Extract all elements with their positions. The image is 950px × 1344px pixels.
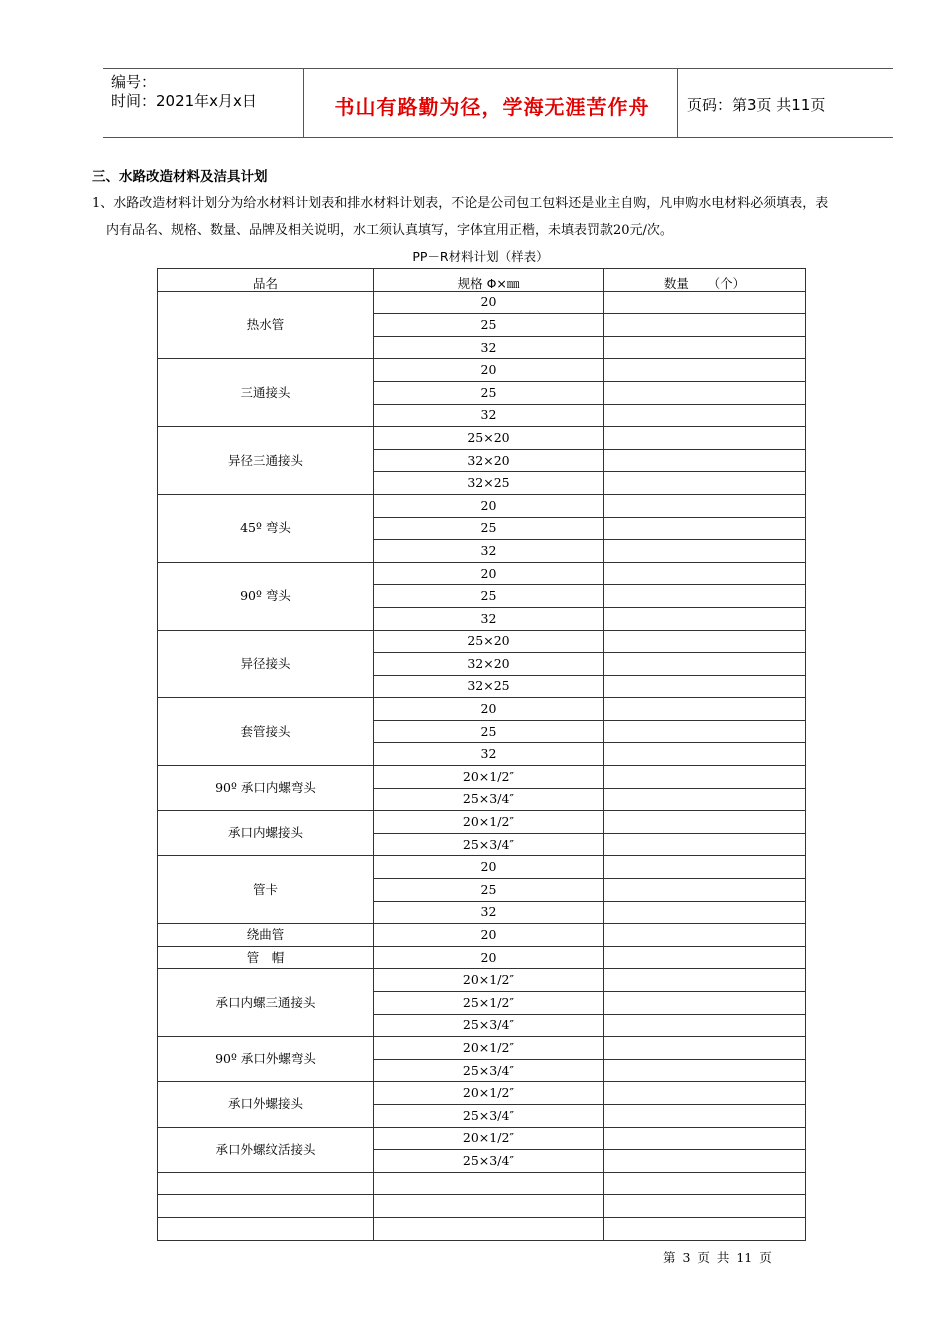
- spec-cell: 25×20: [374, 427, 604, 450]
- table-row: [158, 630, 806, 653]
- table-row: [158, 698, 806, 721]
- quantity-cell[interactable]: [604, 946, 806, 969]
- spec-cell: 32: [374, 607, 604, 630]
- quantity-cell[interactable]: [604, 1014, 806, 1037]
- page-header: [103, 68, 893, 138]
- item-name-cell: 三通接头: [158, 359, 374, 427]
- blank-cell[interactable]: [604, 1172, 806, 1195]
- quantity-cell[interactable]: [604, 698, 806, 721]
- spec-cell: 25: [374, 879, 604, 902]
- quantity-cell[interactable]: [604, 472, 806, 495]
- quantity-cell[interactable]: [604, 314, 806, 337]
- section-paragraph: [92, 190, 907, 244]
- item-name-cell: 承口外螺接头: [158, 1082, 374, 1127]
- spec-cell: 25: [374, 517, 604, 540]
- spec-cell: 25×3/4″: [374, 1014, 604, 1037]
- item-name-cell: 套管接头: [158, 698, 374, 766]
- spec-cell: 32×25: [374, 472, 604, 495]
- spec-cell: 20×1/2″: [374, 1127, 604, 1150]
- item-name-cell: 管 帽: [158, 946, 374, 969]
- header-divider: [303, 69, 304, 137]
- blank-cell[interactable]: [374, 1217, 604, 1240]
- quantity-cell[interactable]: [604, 427, 806, 450]
- table-row: [158, 969, 806, 992]
- quantity-cell[interactable]: [604, 924, 806, 947]
- quantity-cell[interactable]: [604, 517, 806, 540]
- quantity-cell[interactable]: [604, 449, 806, 472]
- quantity-cell[interactable]: [604, 494, 806, 517]
- spec-cell: 32: [374, 404, 604, 427]
- table-row: [158, 1037, 806, 1060]
- quantity-cell[interactable]: [604, 404, 806, 427]
- spec-cell: 20×1/2″: [374, 766, 604, 789]
- spec-cell: 25: [374, 585, 604, 608]
- quantity-cell[interactable]: [604, 833, 806, 856]
- quantity-cell[interactable]: [604, 720, 806, 743]
- page-footer: 第 3 页 共 11 页: [663, 1250, 772, 1265]
- spec-cell: 20: [374, 562, 604, 585]
- header-divider: [677, 69, 678, 137]
- table-row: [158, 856, 806, 879]
- quantity-cell[interactable]: [604, 992, 806, 1015]
- table-row: [158, 811, 806, 834]
- spec-cell: 25: [374, 381, 604, 404]
- quantity-cell[interactable]: [604, 1150, 806, 1173]
- item-name-cell: 异径接头: [158, 630, 374, 698]
- quantity-cell[interactable]: [604, 653, 806, 676]
- table-header-row: [158, 269, 806, 292]
- header-page-code: 页码：第3页 共11页: [687, 96, 826, 114]
- quantity-cell[interactable]: [604, 766, 806, 789]
- spec-cell: 20: [374, 698, 604, 721]
- item-name-cell: 承口内螺接头: [158, 811, 374, 856]
- date-label: 时间：2021年x月x日: [111, 92, 257, 110]
- spec-cell: 20×1/2″: [374, 1082, 604, 1105]
- paragraph-line: 内有品名、规格、数量、品牌及相关说明，水工须认真填写，字体宜用正楷，未填表罚款20元/次。: [106, 223, 673, 238]
- table-row: [158, 924, 806, 947]
- spec-cell: 32×20: [374, 449, 604, 472]
- spec-cell: 25×3/4″: [374, 1059, 604, 1082]
- spec-cell: 20: [374, 856, 604, 879]
- header-cell-spec: 规格 Φ×㎜: [374, 269, 604, 292]
- item-name-cell: 90º 承口外螺弯头: [158, 1037, 374, 1082]
- spec-cell: 25×1/2″: [374, 992, 604, 1015]
- item-name-cell: 45º 弯头: [158, 494, 374, 562]
- blank-row: [158, 1195, 806, 1218]
- paragraph-line: 1、水路改造材料计划分为给水材料计划表和排水材料计划表，不论是公司包工包料还是业主自购，凡申购水电材料必须填表，表: [92, 196, 829, 211]
- spec-cell: 25×3/4″: [374, 788, 604, 811]
- quantity-cell[interactable]: [604, 540, 806, 563]
- quantity-cell[interactable]: [604, 291, 806, 314]
- spec-cell: 20: [374, 924, 604, 947]
- quantity-cell[interactable]: [604, 336, 806, 359]
- item-name-cell: 承口内螺三通接头: [158, 969, 374, 1037]
- blank-cell[interactable]: [604, 1217, 806, 1240]
- header-cell-qty: 数量 （个）: [604, 269, 806, 292]
- table-row: [158, 766, 806, 789]
- material-plan-table: [157, 268, 806, 1241]
- blank-cell[interactable]: [158, 1172, 374, 1195]
- header-cell-name: 品名: [158, 269, 374, 292]
- blank-cell[interactable]: [374, 1195, 604, 1218]
- quantity-cell[interactable]: [604, 879, 806, 902]
- quantity-cell[interactable]: [604, 1059, 806, 1082]
- spec-cell: 32: [374, 901, 604, 924]
- header-motto: 书山有路勤为径，学海无涯苦作舟: [334, 95, 650, 119]
- quantity-cell[interactable]: [604, 788, 806, 811]
- table-row: [158, 359, 806, 382]
- table-row: [158, 1127, 806, 1150]
- table-row: [158, 1082, 806, 1105]
- spec-cell: 32×25: [374, 675, 604, 698]
- quantity-cell[interactable]: [604, 743, 806, 766]
- spec-cell: 25×3/4″: [374, 1150, 604, 1173]
- section-title: 三、水路改造材料及洁具计划: [92, 169, 268, 185]
- item-name-cell: 90º 弯头: [158, 562, 374, 630]
- spec-cell: 20: [374, 946, 604, 969]
- spec-cell: 20: [374, 291, 604, 314]
- table-caption: PP－R材料计划（样表）: [412, 249, 549, 264]
- spec-cell: 20×1/2″: [374, 811, 604, 834]
- number-label: 编号：: [111, 73, 157, 91]
- quantity-cell[interactable]: [604, 675, 806, 698]
- spec-cell: 32: [374, 540, 604, 563]
- spec-cell: 20×1/2″: [374, 1037, 604, 1060]
- blank-row: [158, 1172, 806, 1195]
- spec-cell: 25: [374, 720, 604, 743]
- quantity-cell[interactable]: [604, 901, 806, 924]
- quantity-cell[interactable]: [604, 811, 806, 834]
- quantity-cell[interactable]: [604, 607, 806, 630]
- quantity-cell[interactable]: [604, 1104, 806, 1127]
- spec-cell: 25×3/4″: [374, 1104, 604, 1127]
- spec-cell: 32: [374, 743, 604, 766]
- item-name-cell: 管卡: [158, 856, 374, 924]
- quantity-cell[interactable]: [604, 856, 806, 879]
- item-name-cell: 承口外螺纹活接头: [158, 1127, 374, 1172]
- spec-cell: 25: [374, 314, 604, 337]
- quantity-cell[interactable]: [604, 630, 806, 653]
- blank-cell[interactable]: [158, 1195, 374, 1218]
- table-row: [158, 291, 806, 314]
- blank-cell[interactable]: [374, 1172, 604, 1195]
- header-meta: [111, 73, 257, 111]
- item-name-cell: 热水管: [158, 291, 374, 359]
- item-name-cell: 异径三通接头: [158, 427, 374, 495]
- quantity-cell[interactable]: [604, 1037, 806, 1060]
- item-name-cell: 绕曲管: [158, 924, 374, 947]
- spec-cell: 20: [374, 359, 604, 382]
- spec-cell: 32×20: [374, 653, 604, 676]
- blank-row: [158, 1217, 806, 1240]
- item-name-cell: 90º 承口内螺弯头: [158, 766, 374, 811]
- table-row: [158, 427, 806, 450]
- spec-cell: 20×1/2″: [374, 969, 604, 992]
- quantity-cell[interactable]: [604, 359, 806, 382]
- blank-cell[interactable]: [604, 1195, 806, 1218]
- blank-cell[interactable]: [158, 1217, 374, 1240]
- spec-cell: 32: [374, 336, 604, 359]
- quantity-cell[interactable]: [604, 969, 806, 992]
- table-row: [158, 562, 806, 585]
- quantity-cell[interactable]: [604, 562, 806, 585]
- table-row: [158, 946, 806, 969]
- spec-cell: 25×20: [374, 630, 604, 653]
- quantity-cell[interactable]: [604, 1082, 806, 1105]
- table-row: [158, 494, 806, 517]
- quantity-cell[interactable]: [604, 1127, 806, 1150]
- quantity-cell[interactable]: [604, 381, 806, 404]
- spec-cell: 25×3/4″: [374, 833, 604, 856]
- quantity-cell[interactable]: [604, 585, 806, 608]
- spec-cell: 20: [374, 494, 604, 517]
